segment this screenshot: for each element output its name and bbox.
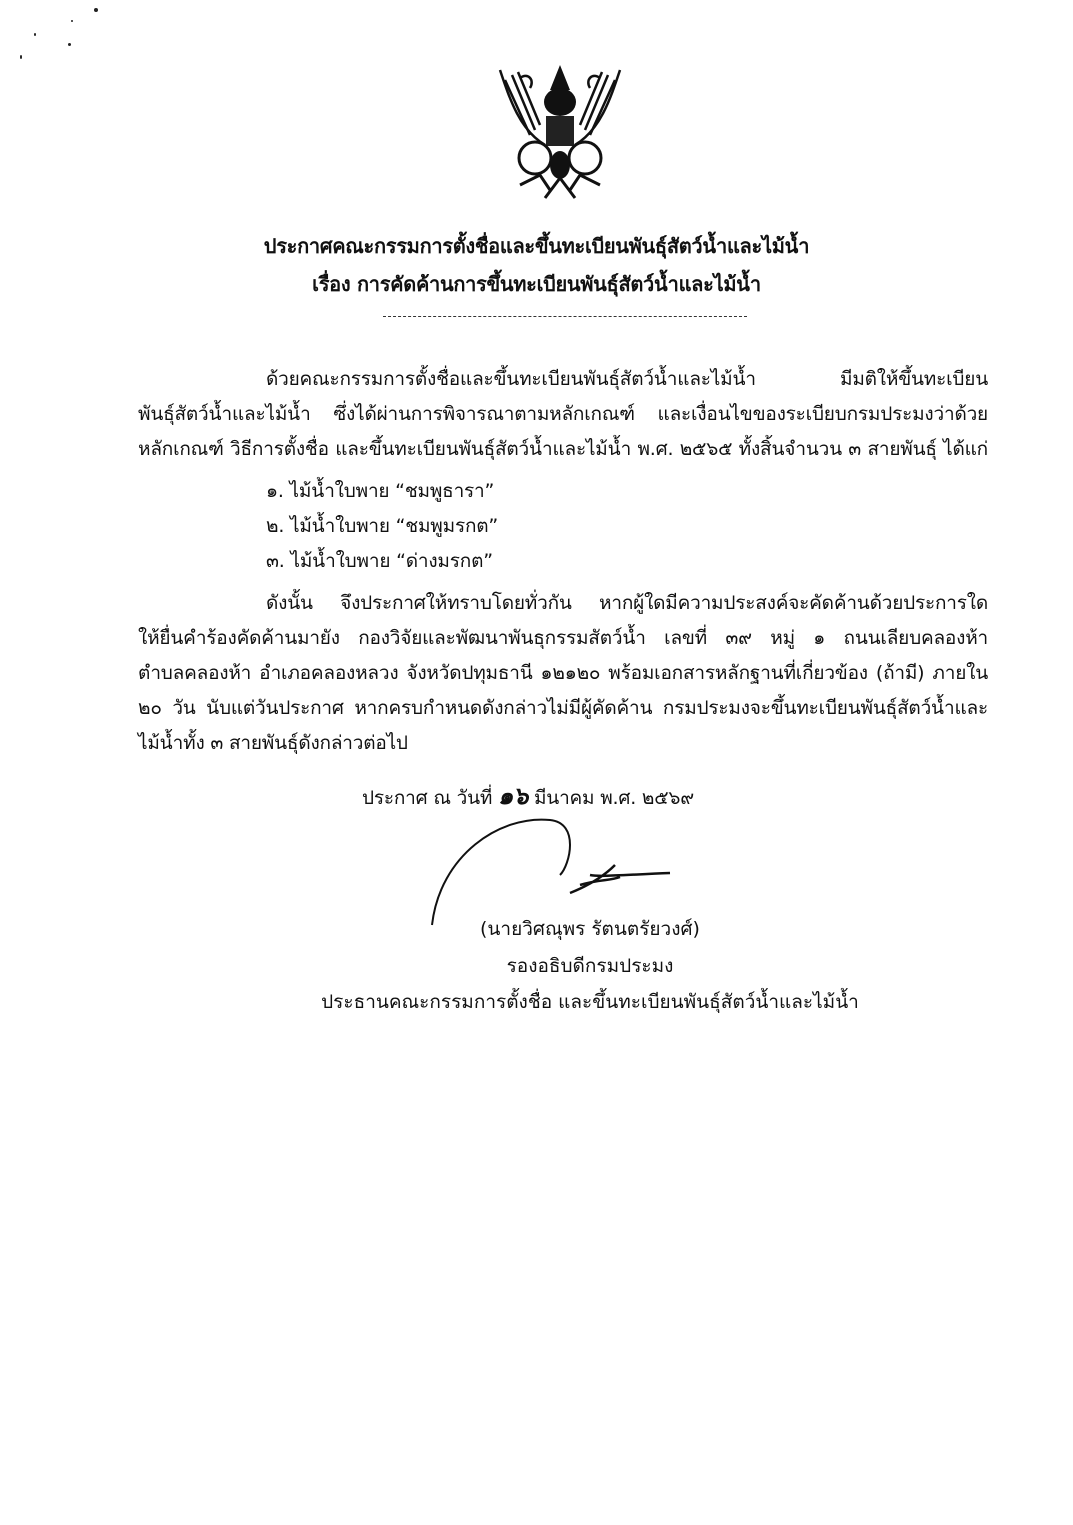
- paragraph1-line: หลักเกณฑ์ วิธีการตั้งชื่อ และขึ้นทะเบียนพันธุ์สัตว์น้ำและไม้น้ำ พ.ศ. ๒๕๖๕ ทั้งสิ้นจำนวน ๓ สายพันธุ์ ได้แก่: [138, 438, 988, 460]
- paragraph2-line: ไม้น้ำทั้ง ๓ สายพันธุ์ดังกล่าวต่อไป: [138, 732, 408, 754]
- scan-speck: [20, 55, 22, 59]
- scan-speck: [71, 20, 73, 22]
- signatory-role: ประธานคณะกรรมการตั้งชื่อ และขึ้นทะเบียนพันธุ์สัตว์น้ำและไม้น้ำ: [321, 991, 859, 1013]
- title-divider: [383, 316, 747, 317]
- scan-speck: [68, 43, 71, 46]
- variety-item: ๑. ไม้น้ำใบพาย “ชมพูธารา”: [266, 480, 495, 502]
- paragraph2-line: ตำบลคลองห้า อำเภอคลองหลวง จังหวัดปทุมธานี ๑๒๑๒๐ พร้อมเอกสารหลักฐานที่เกี่ยวข้อง (ถ้ามี) ภายใน: [138, 662, 988, 684]
- paragraph2-line: ๒๐ วัน นับแต่วันประกาศ หากครบกำหนดดังกล่าวไม่มีผู้คัดค้าน กรมประมงจะขึ้นทะเบียนพันธุ์สัตว์น้ำและ: [138, 697, 988, 719]
- announcement-subject: เรื่อง การคัดค้านการขึ้นทะเบียนพันธุ์สัตว์น้ำและไม้น้ำ: [312, 272, 761, 296]
- paragraph2-line: ดังนั้น จึงประกาศให้ทราบโดยทั่วกัน หากผู้ใดมีความประสงค์จะคัดค้านด้วยประการใด: [266, 592, 988, 614]
- paragraph1-line: ด้วยคณะกรรมการตั้งชื่อและขึ้นทะเบียนพันธุ์สัตว์น้ำและไม้น้ำ มีมติให้ขึ้นทะเบียน: [266, 368, 988, 390]
- garuda-emblem-icon: [490, 50, 630, 200]
- date-day-handwritten: ๑๖: [498, 781, 529, 810]
- announcement-title: ประกาศคณะกรรมการตั้งชื่อและขึ้นทะเบียนพันธุ์สัตว์น้ำและไม้น้ำ: [263, 234, 810, 258]
- date-suffix: มีนาคม พ.ศ. ๒๕๖๙: [533, 787, 695, 809]
- scan-speck: [94, 8, 98, 12]
- date-prefix: ประกาศ ณ วันที่: [362, 787, 493, 809]
- signatory-name: (นายวิศณุพร รัตนตรัยวงศ์): [480, 918, 700, 940]
- paragraph1-line: พันธุ์สัตว์น้ำและไม้น้ำ ซึ่งได้ผ่านการพิจารณาตามหลักเกณฑ์ และเงื่อนไขของระเบียบกรมประมงว่าด้วย: [138, 403, 988, 425]
- announcement-date: [362, 776, 694, 815]
- paragraph2-line: ให้ยื่นคำร้องคัดค้านมายัง กองวิจัยและพัฒนาพันธุกรรมสัตว์น้ำ เลขที่ ๓๙ หมู่ ๑ ถนนเลียบคลองห้า: [138, 627, 988, 649]
- variety-item: ๓. ไม้น้ำใบพาย “ด่างมรกต”: [266, 550, 493, 572]
- variety-item: ๒. ไม้น้ำใบพาย “ชมพูมรกต”: [266, 515, 499, 537]
- signatory-position: รองอธิบดีกรมประมง: [506, 955, 674, 977]
- scan-speck: [34, 33, 36, 36]
